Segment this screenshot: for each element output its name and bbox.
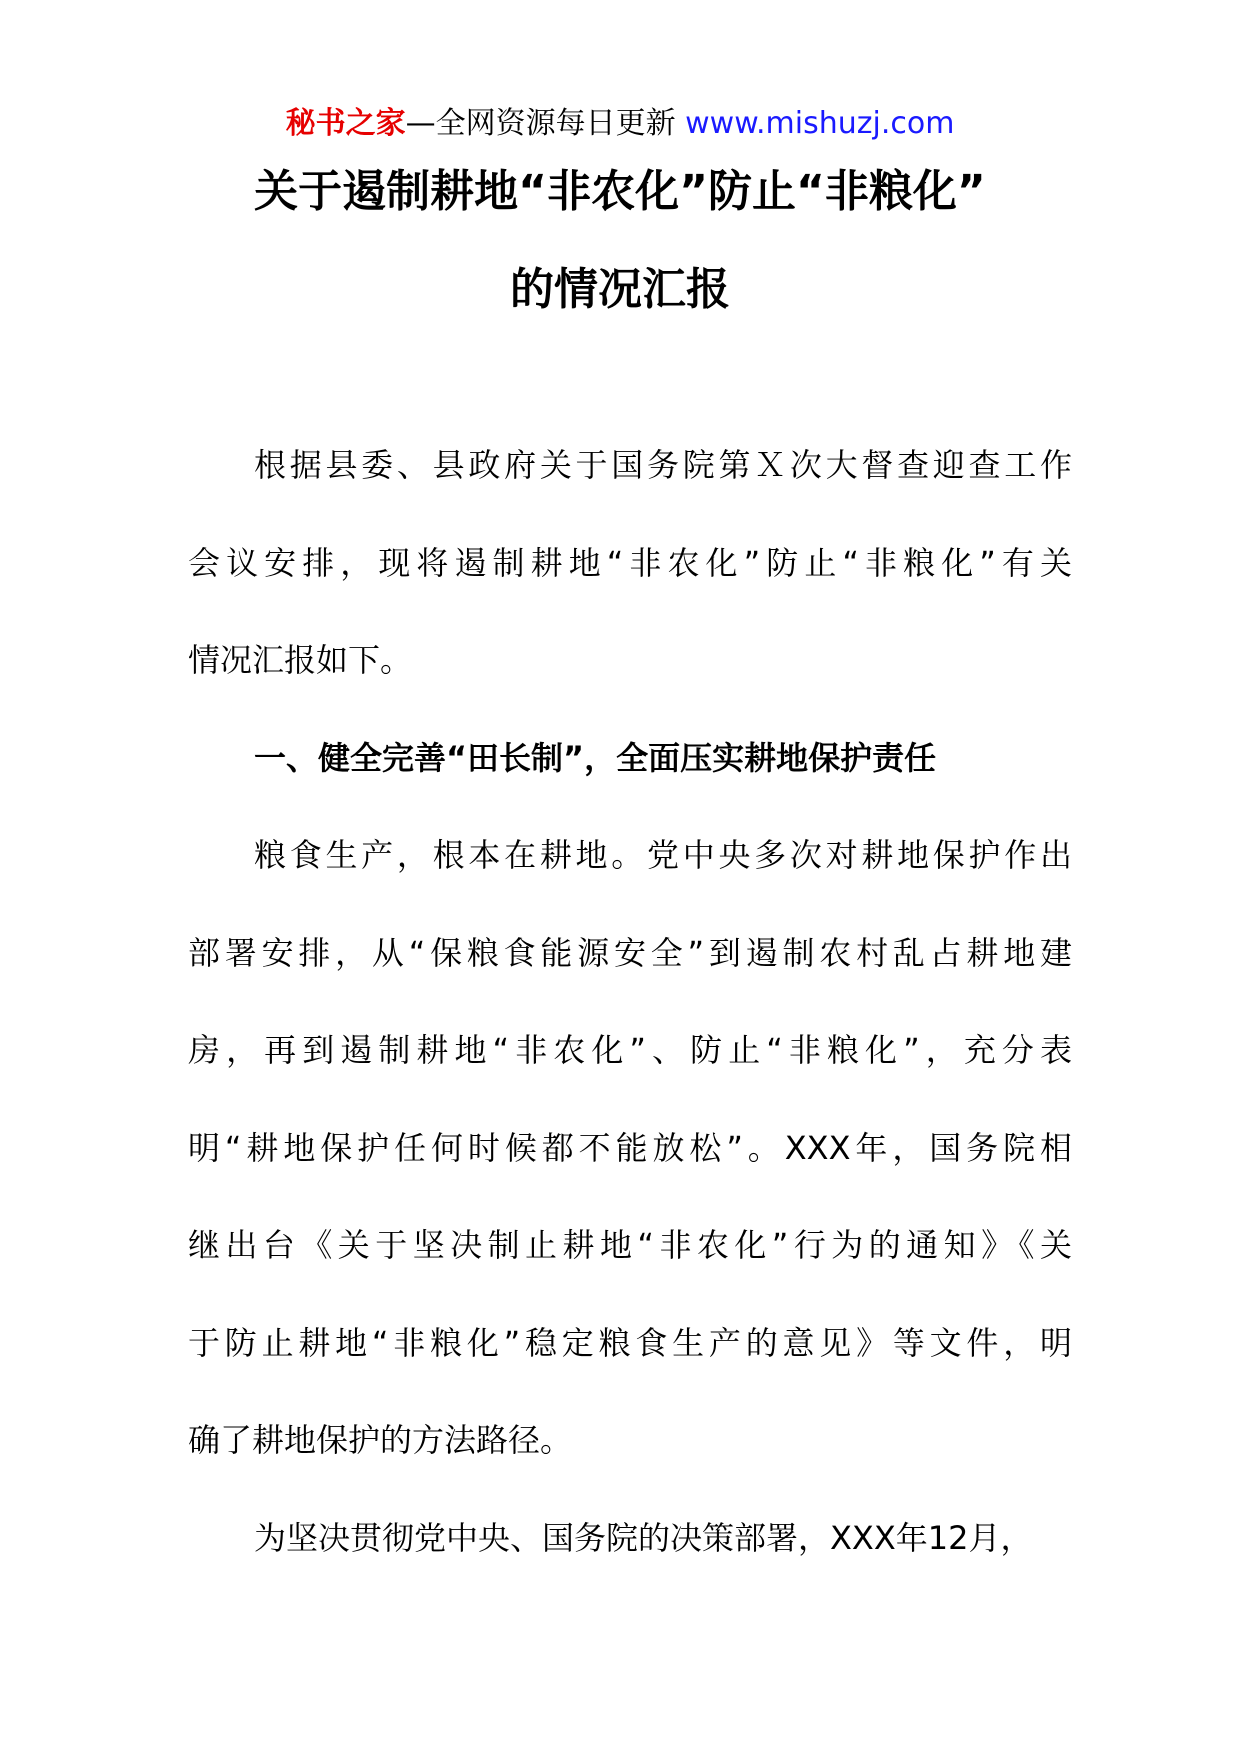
paragraph-line: 会议安排，现将遏制耕地“非农化”防止“非粮化”有关 (188, 543, 1072, 582)
paragraph-line: 于防止耕地“非粮化”稳定粮食生产的意见》等文件，明 (188, 1323, 1072, 1362)
document-title-line-2: 的情况汇报 (510, 264, 730, 315)
paragraph-line: 情况汇报如下。 (188, 641, 413, 679)
paragraph-line: 房，再到遏制耕地“非农化”、防止“非粮化”，充分表 (188, 1031, 1072, 1069)
document-body (188, 432, 1072, 1602)
document-title-line-1: 关于遏制耕地“非农化”防止“非粮化” (254, 166, 986, 217)
paragraph-line: 确了耕地保护的方法路径。 (188, 1421, 573, 1459)
site-brand: 秘书之家 (285, 106, 406, 141)
paragraph-line: 明“耕地保护任何时候都不能放松”。XXX年，国务院相 (188, 1128, 1072, 1167)
site-tagline: —全网资源每日更新 (405, 106, 686, 141)
paragraph-line: 为坚决贯彻党中央、国务院的决策部署，XXX年12月， (254, 1518, 1033, 1557)
paragraph-line: 根据县委、县政府关于国务院第Ｘ次大督查迎查工作 (254, 446, 1072, 484)
site-header (0, 100, 1240, 148)
site-url-link[interactable]: www.mishuzj.com (685, 106, 955, 141)
paragraph-line: 粮食生产，根本在耕地。党中央多次对耕地保护作出 (254, 836, 1072, 874)
paragraph-line: 继出台《关于坚决制止耕地“非农化”行为的通知》《关 (188, 1226, 1072, 1264)
section-heading: 一、健全完善“田长制”，全面压实耕地保护责任 (254, 738, 937, 777)
paragraph-line: 部署安排，从“保粮食能源安全”到遏制农村乱占耕地建 (188, 933, 1072, 972)
